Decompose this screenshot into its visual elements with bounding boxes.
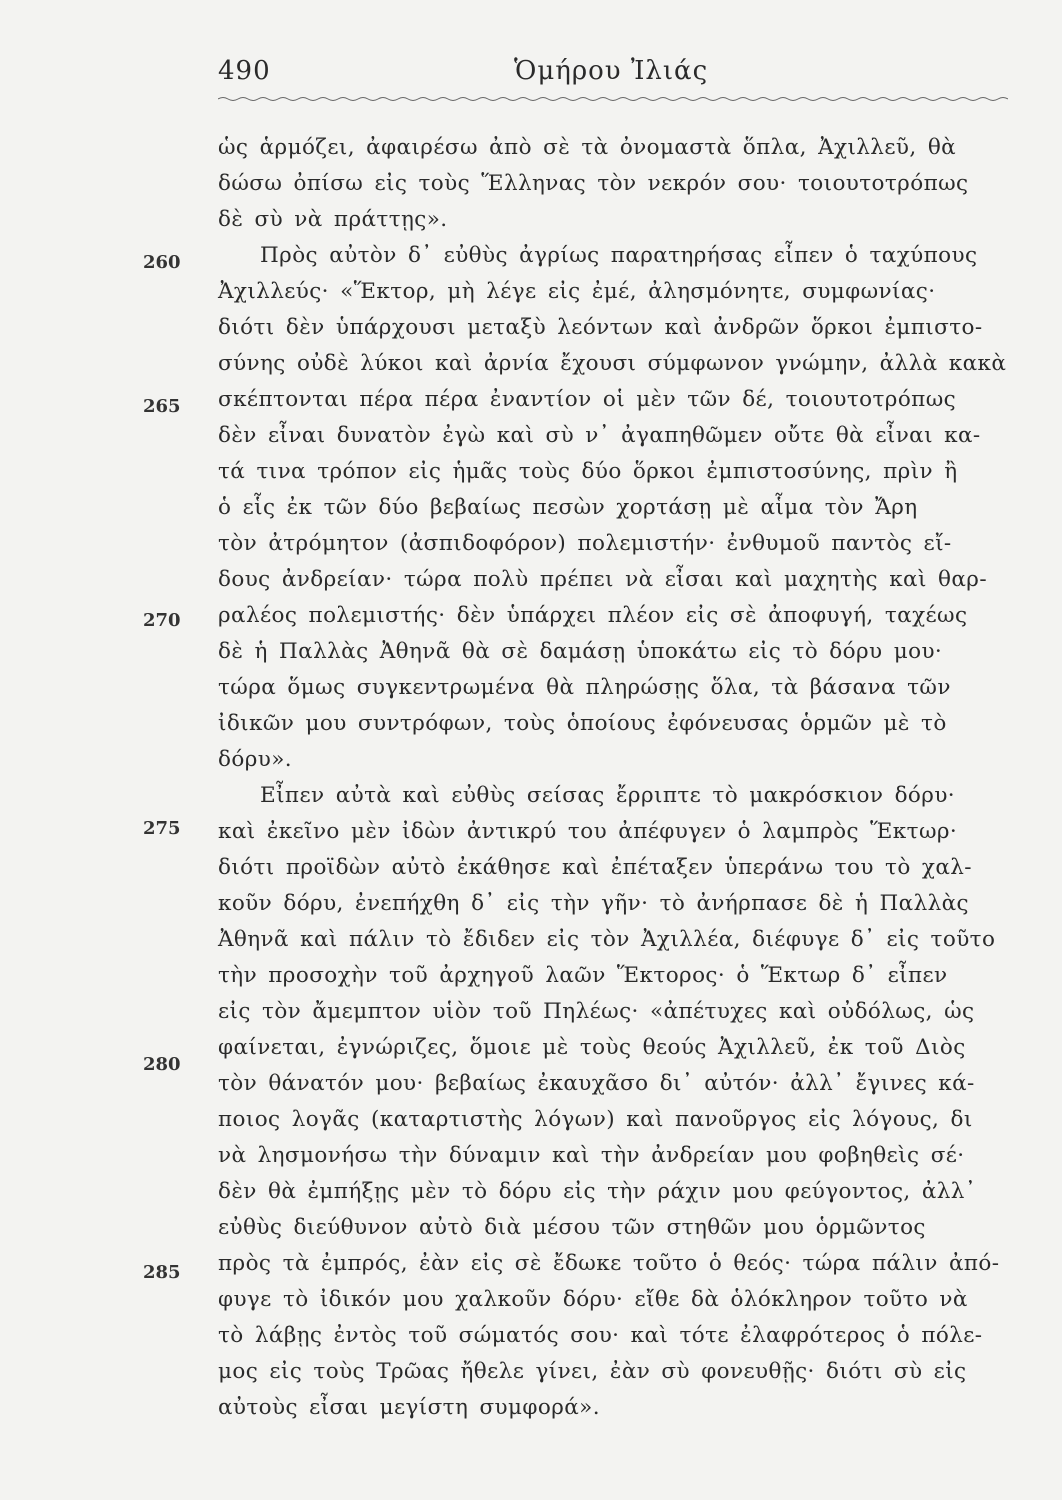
- line-number-260: 260: [143, 252, 181, 273]
- line-number-280: 280: [143, 1054, 181, 1075]
- page-header: [218, 56, 1008, 96]
- text-line: εἰς τὸν ἄμεμπτον υἱὸν τοῦ Πηλέως· «ἀπέτυχες καὶ οὐδόλως, ὡς: [218, 999, 975, 1024]
- text-line: αὐτοὺς εἶσαι μεγίστη συμφορά».: [218, 1395, 600, 1420]
- running-title: Ὁμήρου Ἰλιάς: [514, 56, 709, 86]
- text-line: διότι προϊδὼν αὐτὸ ἐκάθησε καὶ ἐπέταξεν ὑπεράνω του τὸ χαλ-: [218, 855, 972, 880]
- text-line: εὐθὺς διεύθυνον αὐτὸ διὰ μέσου τῶν στηθῶν μου ὁρμῶντος: [218, 1215, 926, 1240]
- text-line: τὸ λάβῃς ἐντὸς τοῦ σώματός σου· καὶ τότε ἐλαφρότερος ὁ πόλε-: [218, 1323, 983, 1348]
- text-line: δώσω ὀπίσω εἰς τοὺς Ἕλληνας τὸν νεκρόν σου· τοιουτοτρόπως: [218, 171, 969, 196]
- text-line: Ἀχιλλεύς· «Ἕκτορ, μὴ λέγε εἰς ἐμέ, ἀλησμόνητε, συμφωνίας·: [218, 279, 936, 304]
- text-line: μος εἰς τοὺς Τρῶας ἤθελε γίνει, ἐὰν σὺ φονευθῇς· διότι σὺ εἰς: [218, 1359, 967, 1384]
- text-line: Πρὸς αὐτὸν δ᾽ εὐθὺς ἀγρίως παρατηρήσας εἶπεν ὁ ταχύπους: [260, 243, 978, 268]
- text-line: δόρυ».: [218, 747, 292, 772]
- text-line: Ἀθηνᾶ καὶ πάλιν τὸ ἔδιδεν εἰς τὸν Ἀχιλλέα, διέφυγε δ᾽ εἰς τοῦτο: [218, 927, 996, 952]
- text-line: σύνης οὐδὲ λύκοι καὶ ἀρνία ἔχουσι σύμφωνον γνώμην, ἀλλὰ κακὰ: [218, 351, 1007, 376]
- text-line: καὶ ἐκεῖνο μὲν ἰδὼν ἀντικρύ του ἀπέφυγεν ὁ λαμπρὸς Ἕκτωρ·: [218, 819, 958, 844]
- text-line: τὸν ἀτρόμητον (ἀσπιδοφόρον) πολεμιστήν· ἐνθυμοῦ παντὸς εἴ-: [218, 531, 952, 556]
- line-number-265: 265: [143, 396, 181, 417]
- page-number: 490: [218, 56, 271, 86]
- line-number-275: 275: [143, 818, 181, 839]
- text-line: νὰ λησμονήσω τὴν δύναμιν καὶ τὴν ἀνδρείαν μου φοβηθεὶς σέ·: [218, 1143, 965, 1168]
- text-line: φαίνεται, ἐγνώριζες, ὅμοιε μὲ τοὺς θεούς Ἀχιλλεῦ, ἐκ τοῦ Διὸς: [218, 1035, 966, 1060]
- text-line: δὲν θὰ ἐμπήξῃς μὲν τὸ δόρυ εἰς τὴν ράχιν μου φεύγοντος, ἀλλ᾽: [218, 1179, 976, 1204]
- line-number-270: 270: [143, 610, 181, 631]
- text-line: δους ἀνδρείαν· τώρα πολὺ πρέπει νὰ εἶσαι καὶ μαχητὴς καὶ θαρ-: [218, 567, 988, 592]
- text-line: τὴν προσοχὴν τοῦ ἀρχηγοῦ λαῶν Ἕκτορος· ὁ Ἕκτωρ δ᾽ εἶπεν: [218, 963, 948, 988]
- text-line: πρὸς τὰ ἐμπρός, ἐὰν εἰς σὲ ἔδωκε τοῦτο ὁ θεός· τώρα πάλιν ἀπό-: [218, 1251, 1000, 1276]
- text-line: δὲ ἡ Παλλὰς Ἀθηνᾶ θὰ σὲ δαμάσῃ ὑποκάτω εἰς τὸ δόρυ μου·: [218, 639, 943, 664]
- text-line: φυγε τὸ ἰδικόν μου χαλκοῦν δόρυ· εἴθε δὰ ὁλόκληρον τοῦτο νὰ: [218, 1287, 968, 1312]
- text-line: τὸν θάνατόν μου· βεβαίως ἐκαυχᾶσο δι᾽ αὐτόν· ἀλλ᾽ ἔγινες κά-: [218, 1071, 975, 1096]
- line-number-285: 285: [143, 1262, 181, 1283]
- text-line: Εἶπεν αὐτὰ καὶ εὐθὺς σείσας ἔρριπτε τὸ μακρόσκιον δόρυ·: [260, 783, 956, 808]
- text-line: ἰδικῶν μου συντρόφων, τοὺς ὁποίους ἐφόνευσας ὁρμῶν μὲ τὸ: [218, 711, 947, 736]
- text-line: δὲν εἶναι δυνατὸν ἐγὼ καὶ σὺ ν᾽ ἀγαπηθῶμεν οὔτε θὰ εἶναι κα-: [218, 423, 981, 448]
- header-rule: [218, 96, 1008, 102]
- text-line: ραλέος πολεμιστής· δὲν ὑπάρχει πλέον εἰς σὲ ἀποφυγή, ταχέως: [218, 603, 968, 628]
- text-line: δὲ σὺ νὰ πράττῃς».: [218, 207, 448, 232]
- text-line: διότι δὲν ὑπάρχουσι μεταξὺ λεόντων καὶ ἀνδρῶν ὅρκοι ἐμπιστο-: [218, 315, 983, 340]
- text-line: ὡς ἁρμόζει, ἀφαιρέσω ἀπὸ σὲ τὰ ὀνομαστὰ ὅπλα, Ἀχιλλεῦ, θὰ: [218, 135, 957, 160]
- text-line: ὁ εἷς ἐκ τῶν δύο βεβαίως πεσὼν χορτάσῃ μὲ αἷμα τὸν Ἄρη: [218, 495, 918, 520]
- text-line: τώρα ὅμως συγκεντρωμένα θὰ πληρώσῃς ὅλα, τὰ βάσανα τῶν: [218, 675, 951, 700]
- text-line: σκέπτονται πέρα πέρα ἐναντίον οἱ μὲν τῶν δέ, τοιουτοτρόπως: [218, 387, 957, 412]
- text-line: ποιος λογᾶς (καταρτιστὴς λόγων) καὶ πανοῦργος εἰς λόγους, δι: [218, 1107, 973, 1132]
- text-line: τά τινα τρόπον εἰς ἡμᾶς τοὺς δύο ὅρκοι ἐμπιστοσύνης, πρὶν ἢ: [218, 459, 958, 484]
- text-line: κοῦν δόρυ, ἐνεπήχθη δ᾽ εἰς τὴν γῆν· τὸ ἀνήρπασε δὲ ἡ Παλλὰς: [218, 891, 969, 916]
